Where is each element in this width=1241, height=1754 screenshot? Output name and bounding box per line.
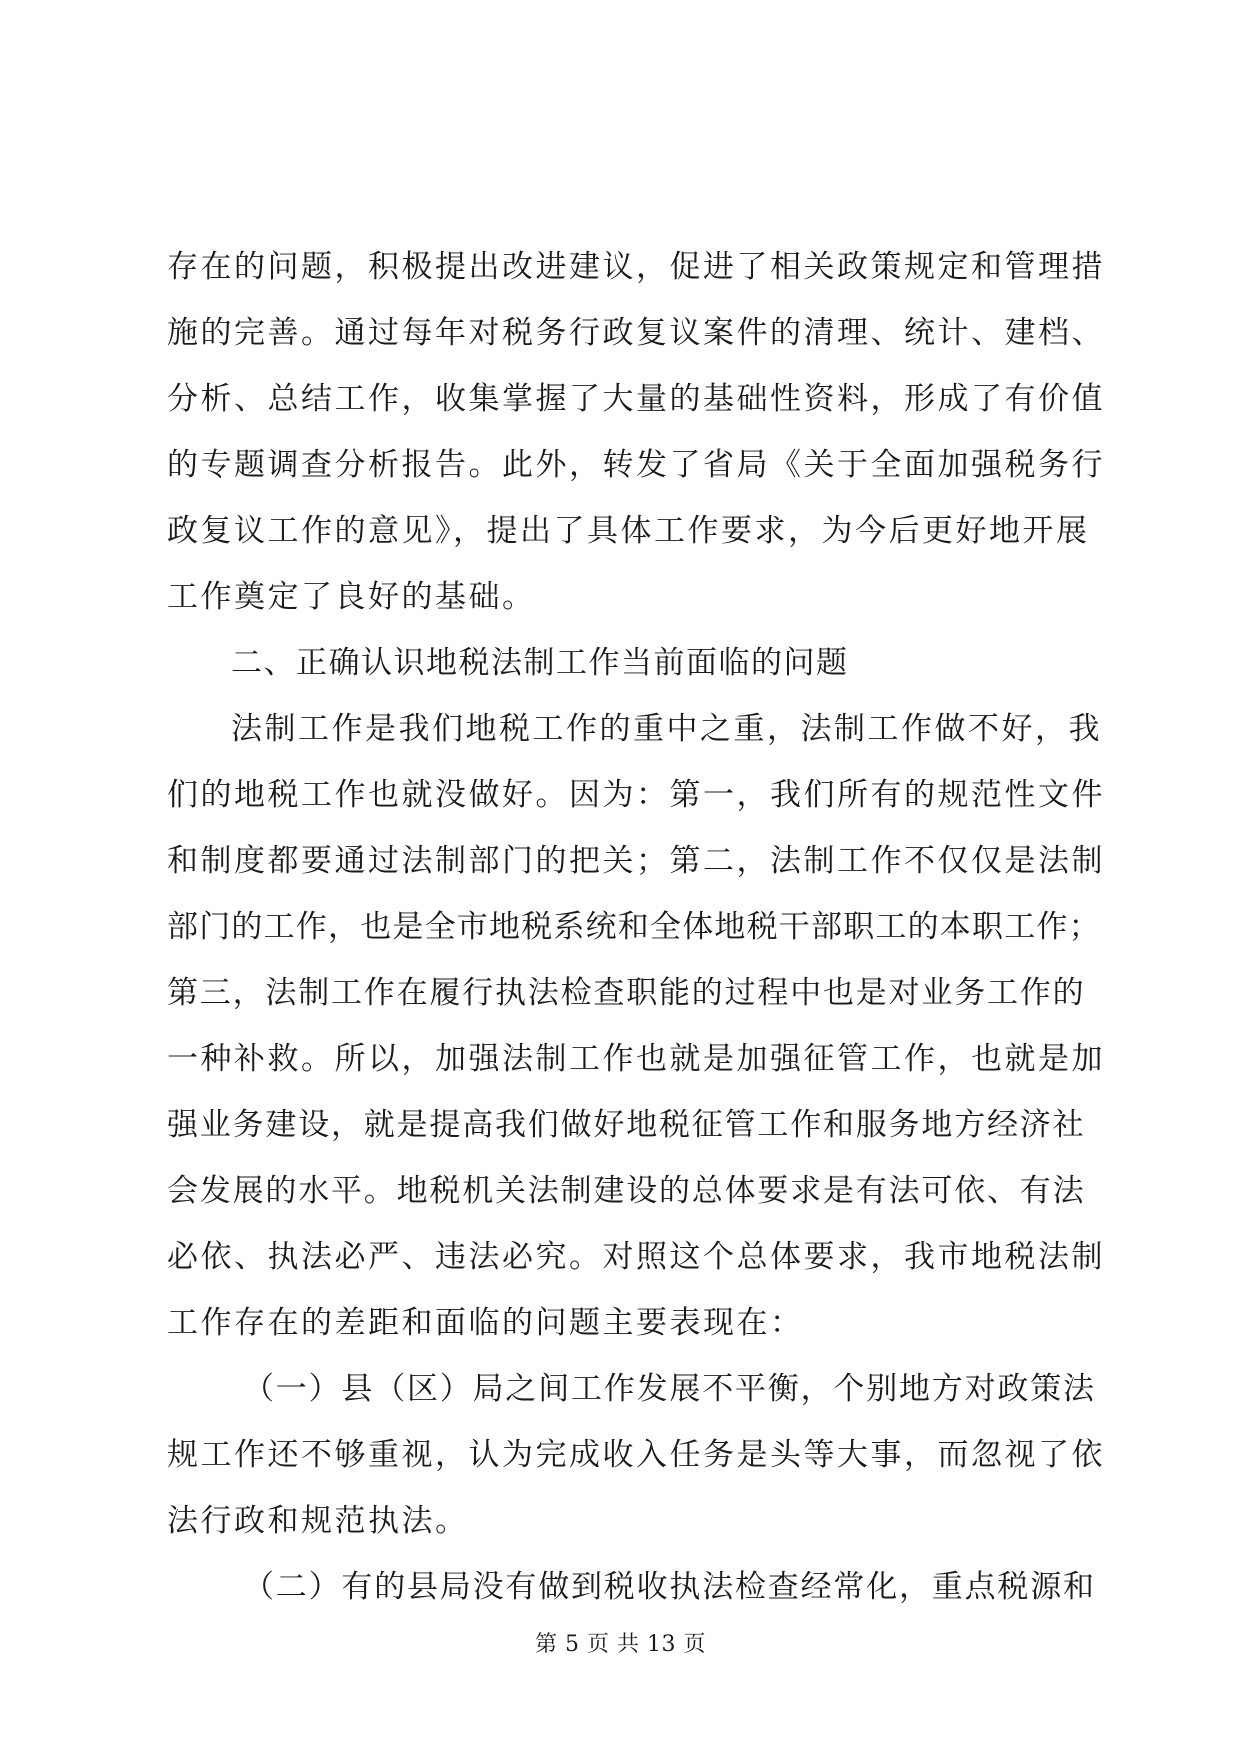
text-line: 第三，法制工作在履行执法检查职能的过程中也是对业务工作的 <box>167 975 1086 1011</box>
text-line: 会发展的水平。地税机关法制建设的总体要求是有法可依、有法 <box>167 1173 1086 1209</box>
text-line: 政复议工作的意见》，提出了具体工作要求，为今后更好地开展 <box>167 513 1090 549</box>
text-line: 工作奠定了良好的基础。 <box>167 579 536 615</box>
text-line: 法制工作是我们地税工作的重中之重，法制工作做不好，我 <box>231 711 1102 747</box>
text-line: 一种补救。所以，加强法制工作也就是加强征管工作，也就是加 <box>167 1041 1105 1077</box>
text-line: 施的完善。通过每年对税务行政复议案件的清理、统计、建档、 <box>167 315 1105 351</box>
text-line: 分析、总结工作，收集掌握了大量的基础性资料，形成了有价值 <box>167 381 1105 417</box>
text-line: 必依、执法必严、违法必究。对照这个总体要求，我市地税法制 <box>167 1239 1105 1275</box>
text-line: 规工作还不够重视，认为完成收入任务是头等大事，而忽视了依 <box>167 1437 1105 1473</box>
text-line: 的专题调查分析报告。此外，转发了省局《关于全面加强税务行 <box>167 447 1105 483</box>
body-text <box>167 234 1105 1620</box>
text-line: 工作存在的差距和面临的问题主要表现在： <box>167 1305 804 1341</box>
list-item-first: （一）县（区）局之间工作发展不平衡，个别地方对政策法 <box>243 1371 1096 1407</box>
text-line: 强业务建设，就是提高我们做好地税征管工作和服务地方经济社 <box>167 1107 1086 1143</box>
text-line: 和制度都要通过法制部门的把关；第二，法制工作不仅仅是法制 <box>167 843 1105 879</box>
text-line: 部门的工作，也是全市地税系统和全体地税干部职工的本职工作； <box>167 909 1101 945</box>
text-line: 们的地税工作也就没做好。因为：第一，我们所有的规范性文件 <box>167 777 1105 813</box>
list-item-second: （二）有的县局没有做到税收执法检查经常化，重点税源和 <box>243 1569 1096 1605</box>
text-line: 存在的问题，积极提出改进建议，促进了相关政策规定和管理措 <box>167 249 1105 285</box>
section-heading: 二、正确认识地税法制工作当前面临的问题 <box>231 645 849 681</box>
page-number-footer: 第 5 页 共 13 页 <box>535 1632 706 1657</box>
text-line: 法行政和规范执法。 <box>167 1503 469 1539</box>
